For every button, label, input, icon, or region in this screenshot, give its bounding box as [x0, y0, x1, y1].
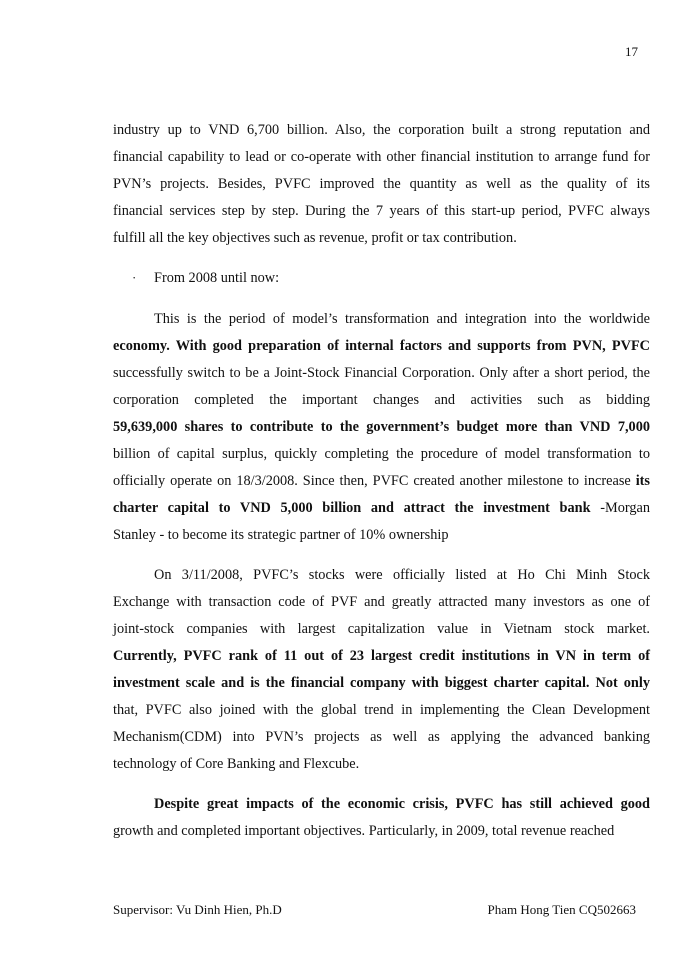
paragraph-line: billion of capital surplus, quickly completing the procedure of model transformation to: [113, 446, 650, 462]
paragraph-line: growth and completed important objectives. Particularly, in 2009, total revenue reached: [113, 823, 615, 839]
paragraph-line: Mechanism(CDM) into PVN’s projects as well as applying the advanced banking: [113, 729, 650, 745]
paragraph-line: that, PVFC also joined with the global trend in implementing the Clean Development: [113, 702, 650, 718]
paragraph-line: industry up to VND 6,700 billion. Also, the corporation built a strong reputation and: [113, 122, 650, 138]
paragraph-line: technology of Core Banking and Flexcube.: [113, 756, 360, 772]
paragraph-line: fulfill all the key objectives such as revenue, profit or tax contribution.: [113, 230, 517, 246]
bullet-text: From 2008 until now:: [154, 270, 280, 286]
paragraph-line: corporation completed the important changes and activities such as bidding: [113, 392, 650, 408]
text-run: officially operate on 18/3/2008. Since then, PVFC created another milestone to increase: [113, 473, 631, 489]
paragraph-line: successfully switch to be a Joint-Stock Financial Corporation. Only after a short period, the: [113, 365, 650, 381]
paragraph-line: Stanley - to become its strategic partner of 10% ownership: [113, 527, 449, 543]
paragraph-line: financial services step by step. During the 7 years of this start-up period, PVFC always: [113, 203, 650, 219]
text-run-bold: charter capital to VND 5,000 billion and attract the investment bank: [113, 500, 591, 516]
paragraph-line: [113, 473, 650, 490]
footer-supervisor: Supervisor: Vu Dinh Hien, Ph.D: [113, 902, 282, 917]
text-run-bold: its: [635, 473, 650, 489]
paragraph-line: Despite great impacts of the economic crisis, PVFC has still achieved good: [154, 796, 650, 812]
footer-author: Pham Hong Tien CQ502663: [487, 902, 636, 917]
text-run: -Morgan: [600, 500, 650, 516]
paragraph-line: investment scale and is the financial company with biggest charter capital. Not only: [113, 675, 650, 691]
bullet-marker: ·: [132, 270, 137, 285]
paragraph-line: 59,639,000 shares to contribute to the government’s budget more than VND 7,000: [113, 419, 650, 435]
paragraph-line: [113, 500, 650, 517]
paragraph-line: Exchange with transaction code of PVF and greatly attracted many investors as one of: [113, 594, 650, 610]
paragraph-line: This is the period of model’s transformation and integration into the worldwide: [154, 311, 650, 327]
paragraph-line: financial capability to lead or co-operate with other financial institution to arrange fund for: [113, 149, 650, 165]
paragraph-line: PVN’s projects. Besides, PVFC improved the quantity as well as the quality of its: [113, 176, 650, 192]
paragraph-line: Currently, PVFC rank of 11 out of 23 largest credit institutions in VN in term of: [113, 648, 650, 664]
paragraph-line: economy. With good preparation of internal factors and supports from PVN, PVFC: [113, 338, 650, 354]
page-number: 17: [625, 44, 638, 59]
paragraph-line: On 3/11/2008, PVFC’s stocks were officially listed at Ho Chi Minh Stock: [154, 567, 650, 583]
paragraph-line: joint-stock companies with largest capitalization value in Vietnam stock market.: [113, 621, 650, 637]
